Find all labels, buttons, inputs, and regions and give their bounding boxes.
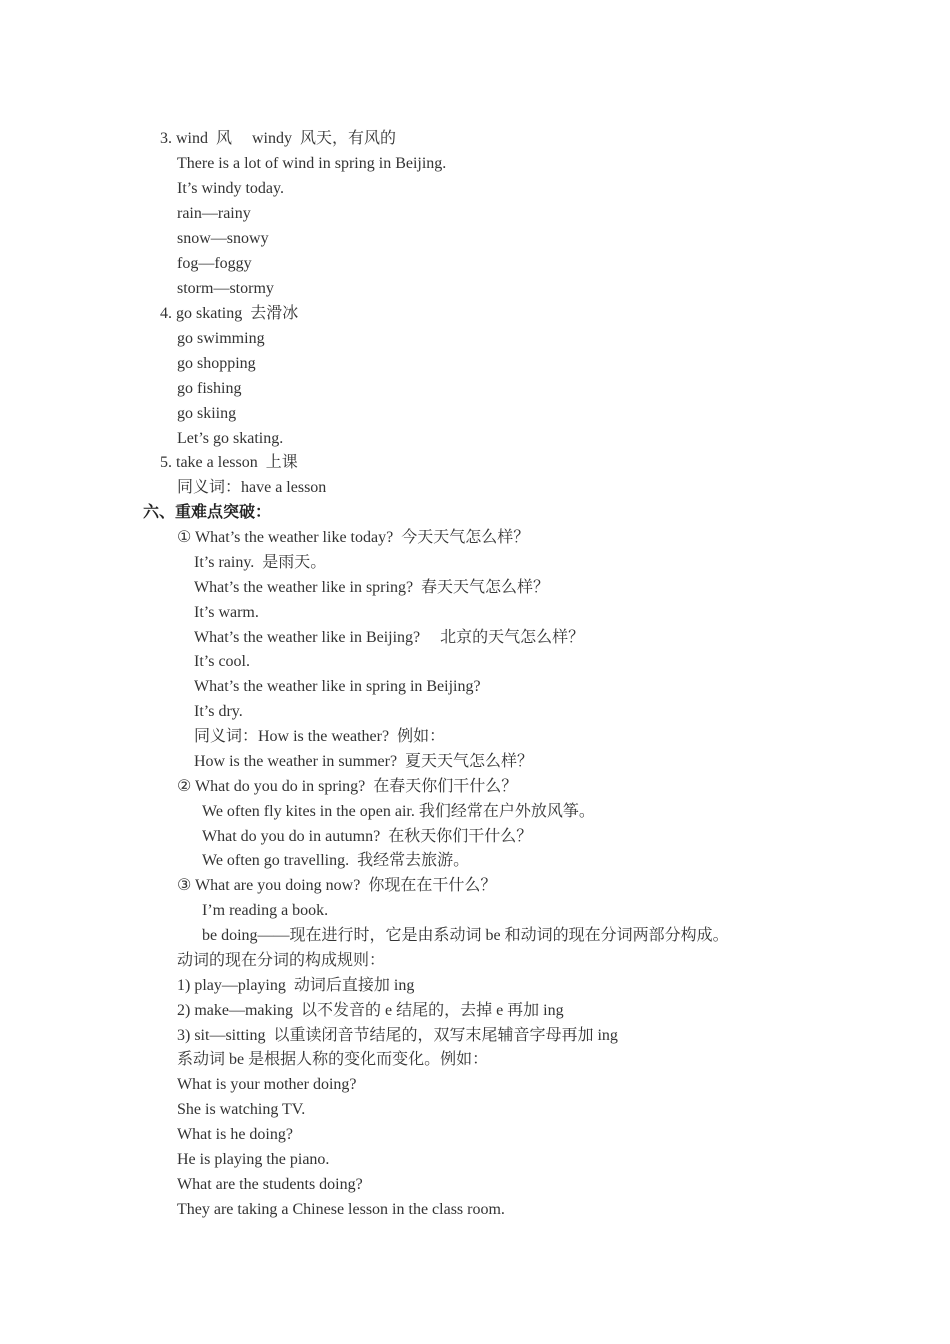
section-heading: 六、重难点突破： [143,504,272,521]
word-pair: rain—rainy [177,205,251,222]
point-2-question: ② What do you do in spring? 在春天你们干什么？ [177,778,518,795]
phrase-line: go skiing [177,405,237,422]
dialogue-line: It’s cool. [194,653,250,670]
rule-heading: 动词的现在分词的构成规则： [177,952,386,969]
example-line: What is your mother doing? [177,1076,357,1093]
dialogue-line: What do you do in autumn? 在秋天你们干什么？ [202,828,533,845]
synonym-line: 同义词：have a lesson [177,479,327,496]
rule-item: 2) make—making 以不发音的 e 结尾的，去掉 e 再加 ing [177,1002,564,1019]
example-line: Let’s go skating. [177,430,284,447]
item-5-take-a-lesson: 5. take a lesson 上课 [160,454,298,471]
point-1-question: ① What’s the weather like today? 今天天气怎么样？ [177,529,530,546]
example-line: It’s windy today. [177,180,284,197]
example-line: There is a lot of wind in spring in Beijing. [177,155,447,172]
dialogue-line: It’s rainy. 是雨天。 [194,554,327,571]
dialogue-line: It’s warm. [194,604,259,621]
phrase-line: go fishing [177,380,242,397]
dialogue-line: We often go travelling. 我经常去旅游。 [202,852,470,869]
synonym-line: 同义词：How is the weather? 例如： [194,728,446,745]
dialogue-line: What’s the weather like in Beijing? 北京的天气怎么样？ [194,629,585,646]
dialogue-line: It’s dry. [194,703,243,720]
dialogue-line: We often fly kites in the open air. 我们经常在户外放风筝。 [202,803,595,820]
word-pair: fog—foggy [177,255,252,272]
example-line: What are the students doing? [177,1176,363,1193]
word-pair: storm—stormy [177,280,274,297]
rule-item: 3) sit—sitting 以重读闭音节结尾的，双写末尾辅音字母再加 ing [177,1027,618,1044]
dialogue-line: How is the weather in summer? 夏天天气怎么样？ [194,753,534,770]
rule-item: 1) play—playing 动词后直接加 ing [177,977,415,994]
example-line: They are taking a Chinese lesson in the class room. [177,1201,505,1218]
grammar-note: 系动词 be 是根据人称的变化而变化。例如： [177,1051,489,1068]
dialogue-line: What’s the weather like in spring in Beijing? [194,678,481,695]
item-4-go-skating: 4. go skating 去滑冰 [160,305,299,322]
word-pair: snow—snowy [177,230,269,247]
phrase-line: go shopping [177,355,256,372]
dialogue-line: What’s the weather like in spring? 春天天气怎么样？ [194,579,550,596]
item-3-wind: 3. wind 风 windy 风天，有风的 [160,130,397,147]
grammar-note: be doing——现在进行时，它是由系动词 be 和动词的现在分词两部分构成。 [202,927,729,944]
dialogue-line: I’m reading a book. [202,902,329,919]
example-line: She is watching TV. [177,1101,306,1118]
example-line: What is he doing? [177,1126,293,1143]
point-3-question: ③ What are you doing now? 你现在在干什么？ [177,877,497,894]
phrase-line: go swimming [177,330,265,347]
example-line: He is playing the piano. [177,1151,330,1168]
